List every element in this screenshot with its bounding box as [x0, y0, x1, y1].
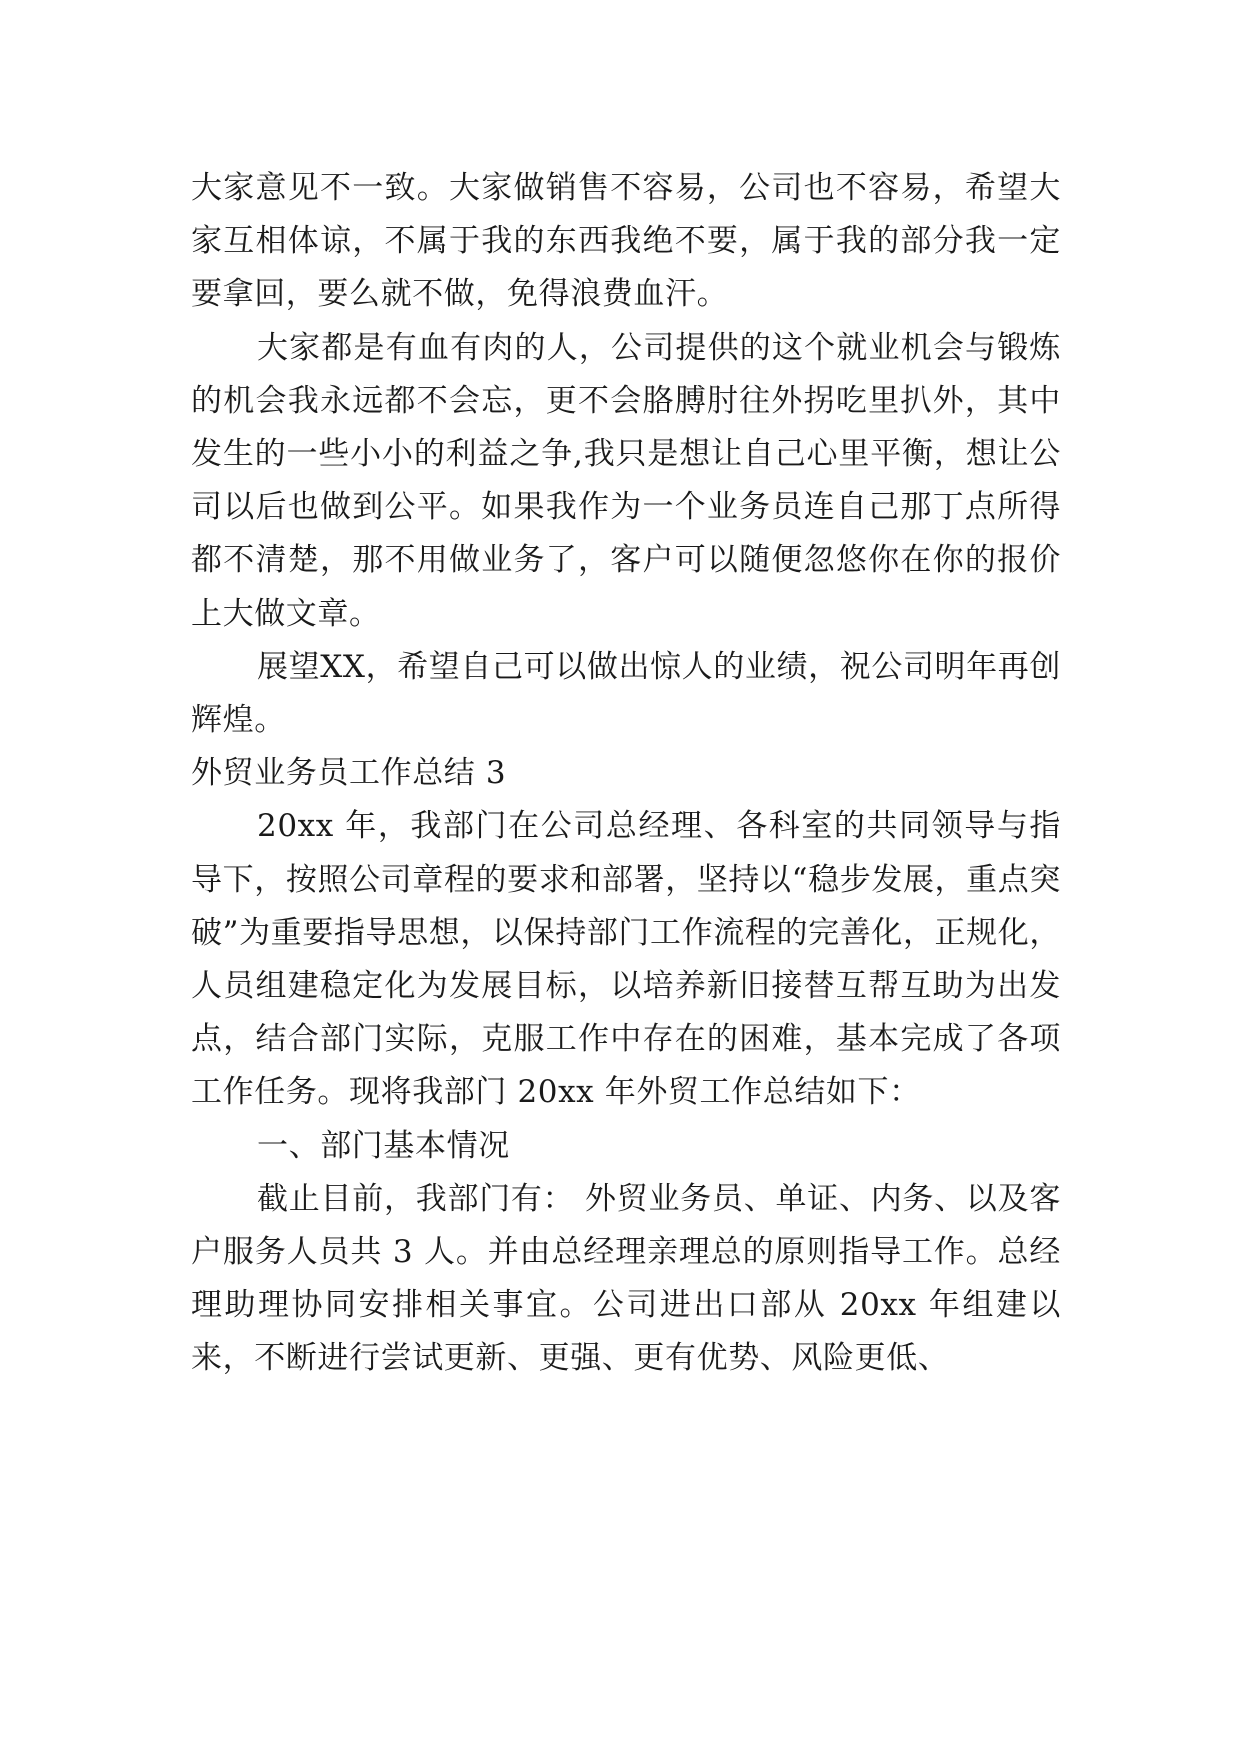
document-body: [191, 162, 1061, 1386]
paragraph: 大家都是有血有肉的人，公司提供的这个就业机会与锻炼的机会我永远都不会忘，更不会胳膊肘往外拐吃里扒外，其中发生的一些小小的利益之争,我只是想让自己心里平衡，想让公司以后也做到公平。如果我作为一个业务员连自己那丁点所得都不清楚，那不用做业务了，客户可以随便忽悠你在你的报价上大做文章。: [191, 329, 1061, 632]
section-title: 外贸业务员工作总结 3: [191, 755, 507, 792]
paragraph: 20xx 年，我部门在公司总经理、各科室的共同领导与指导下，按照公司章程的要求和部署，坚持以“稳步发展，重点突破”为重要指导思想，以保持部门工作流程的完善化，正规化，人员组建稳定化为发展目标，以培养新旧接替互帮互助为出发点，结合部门实际，克服工作中存在的困难，基本完成了各项工作任务。现将我部门 20xx 年外贸工作总结如下：: [191, 808, 1061, 1111]
paragraph: 截止目前，我部门有： 外贸业务员、单证、内务、以及客户服务人员共 3 人。并由总经理亲理总的原则指导工作。总经理助理协同安排相关事宜。公司进出口部从 20xx 年组建以来，不断进行尝试更新、更强、更有优势、风险更低、: [191, 1180, 1061, 1377]
paragraph: 展望XX，希望自己可以做出惊人的业绩，祝公司明年再创辉煌。: [191, 648, 1061, 739]
subsection-heading: 一、部门基本情况: [257, 1127, 510, 1164]
paragraph: 大家意见不一致。大家做销售不容易，公司也不容易，希望大家互相体谅，不属于我的东西我绝不要，属于我的部分我一定要拿回，要么就不做，免得浪费血汗。: [191, 170, 1061, 313]
